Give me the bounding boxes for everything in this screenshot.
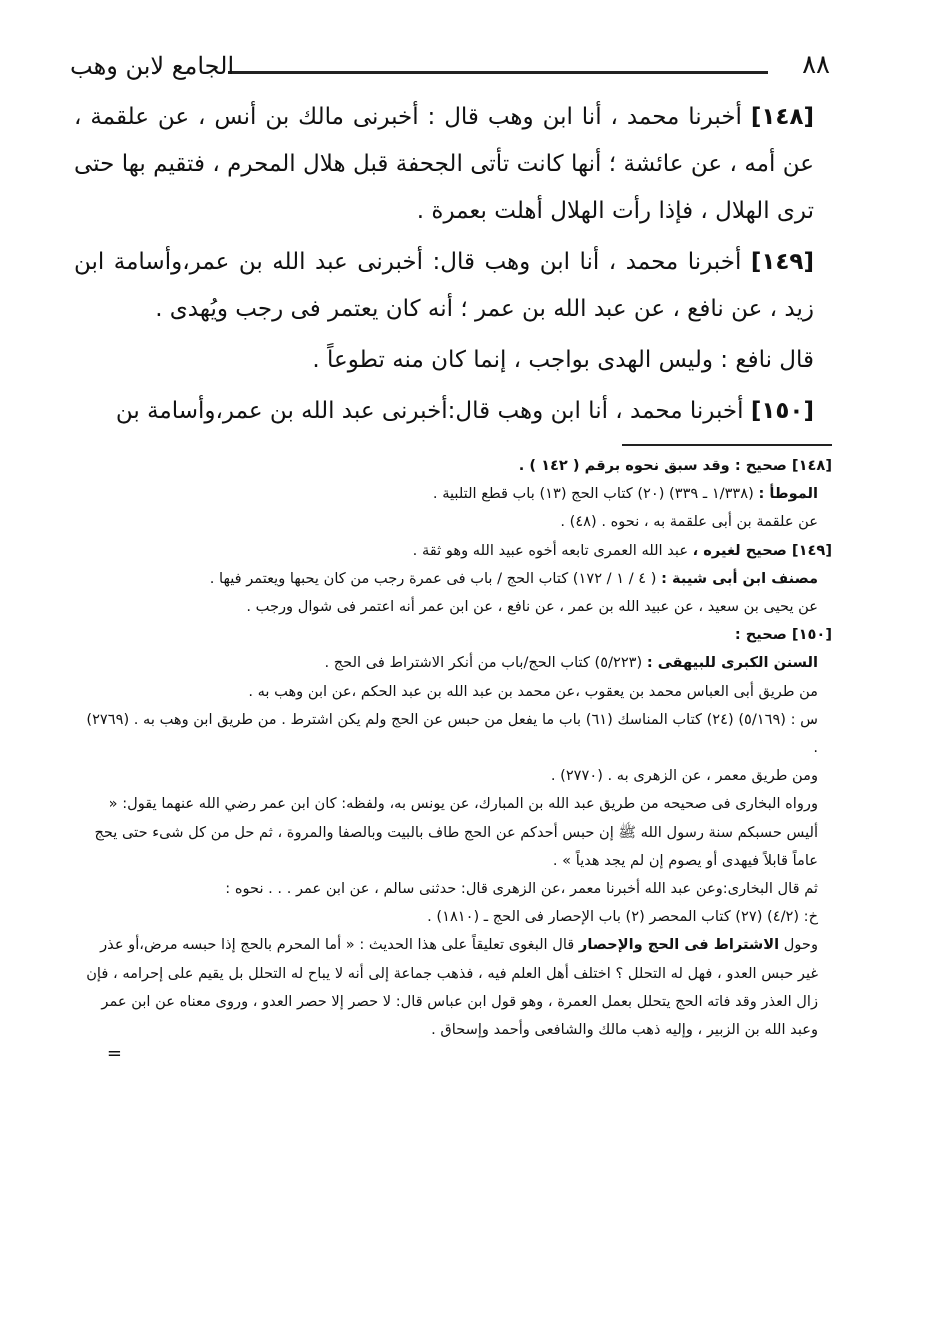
grade-comment: عبد الله العمرى تابعه أخوه عبيد الله وهو ثقة . bbox=[412, 541, 693, 559]
hadith-text: أخبرنا محمد ، أنا ابن وهب قال:أخبرنى عبد الله بن عمر،وأسامة بن bbox=[115, 398, 744, 424]
source-ref: (٥/٢٢٣) كتاب الحج/باب من أنكر الاشتراط فى الحج . bbox=[324, 654, 647, 672]
main-text bbox=[74, 94, 814, 442]
footnote-rule bbox=[622, 444, 832, 446]
hadith-150 bbox=[74, 388, 814, 435]
note-150-heading: [١٥٠] صحيح : bbox=[734, 626, 832, 644]
page-number: ٨٨ bbox=[802, 50, 830, 80]
source-ref: (١/٣٣٨ ـ ٣٣٩) (٢٠) كتاب الحج (١٣) باب قطع التلبية . bbox=[432, 485, 759, 503]
note-150-chain: من طريق أبى العباس محمد بن يعقوب ،عن محمد بن عبد الله بن عبد الحكم ،عن ابن وهب به . bbox=[248, 682, 818, 700]
hadith-number: [١٥٠] bbox=[750, 398, 814, 424]
baghawi-quote: قال البغوى تعليقاً على هذا الحديث : « أما المحرم بالحج إذا حبسه مرض،أو عذر غير حبس العدو ، فهل له التحلل ؟ اختلف أهل العلم فيه ، فذهب جماعة إلى أنه لا يباح له التحلل بل يقيم على إحرامه ، فإن زال العذر وقد فاته الحج يتحلل بعمل العمرة ، وهو قول ابن عباس قال: لا حصر إلا حصر العدو ، وروى معناه عن ابن عمر وعبد الله بن الزبير ، وإليه ذهب مالك والشافعى وأحمد وإسحاق . bbox=[86, 936, 818, 1039]
note-148-source bbox=[86, 480, 832, 508]
note-149-source bbox=[86, 565, 832, 593]
note-150-bukhari: ورواه البخارى فى صحيحه من طريق عبد الله بن المبارك، عن يونس به، ولفظه: كان ابن عمر رضي الله عنهما يقول: « أليس حسبكم سنة رسول الله ﷺ إن حبس أحدكم عن الحج طاف بالبيت وبالصفا والمروة ، ثم حل من كل شىء حتى يحج عاماً قابلاً فيهدى أو يصوم إن لم يجد هدياً » . bbox=[94, 795, 818, 869]
source-label: مصنف ابن أبى شيبة : bbox=[661, 569, 818, 587]
baghawi-topic: الاشتراط فى الحج والإحصار bbox=[578, 936, 780, 954]
footnotes bbox=[86, 452, 832, 1322]
hadith-text: أخبرنا محمد ، أنا ابن وهب قال : أخبرنى مالك بن أنس ، عن علقمة ، عن أمه ، عن عائشة ؛ أنها كانت تأتى الجحفة قبل هلال المحرم ، فتقيم بها حتى ترى الهلال ، فإذا رأت الهلال أهلت بعمرة . bbox=[74, 104, 814, 224]
source-label: الموطأ : bbox=[758, 485, 818, 503]
note-150-bukhari-2: ثم قال البخارى:وعن عبد الله أخبرنا معمر ،عن الزهرى قال: حدثنى سالم ، عن ابن عمر . . . نحوه : bbox=[225, 880, 818, 898]
running-title: الجامع لابن وهب bbox=[70, 52, 235, 80]
note-150-kh: خ: (٤/٢) (٢٧) كتاب المحصر (٢) باب الإحصار فى الحج ـ (١٨١٠) . bbox=[427, 908, 818, 926]
note-150-nasai: س : (٥/١٦٩) (٢٤) كتاب المناسك (٦١) باب ما يفعل من حبس عن الحج ولم يكن اشترط . من طريق ابن وهب به . (٢٧٦٩) . bbox=[86, 710, 818, 757]
hadith-number: [١٤٩] bbox=[750, 249, 814, 275]
grade-label: [١٤٩] صحيح لغيره ، bbox=[692, 541, 832, 559]
hadith-148 bbox=[74, 94, 814, 235]
source-label: السنن الكبرى للبيهقى : bbox=[646, 654, 818, 672]
hadith-text: أخبرنا محمد ، أنا ابن وهب قال: أخبرنى عبد الله بن عمر،وأسامة ابن زيد ، عن نافع ، عن عبد الله بن عمر ؛ أنه كان يعتمر فى رجب ويُهدى . bbox=[74, 249, 814, 322]
note-150-source bbox=[86, 649, 832, 677]
page-header bbox=[70, 50, 830, 94]
note-148-detail: عن علقمة بن أبى علقمة به ، نحوه . (٤٨) . bbox=[560, 513, 818, 531]
hadith-149 bbox=[74, 239, 814, 333]
hadith-number: [١٤٨] bbox=[750, 104, 814, 130]
header-rule bbox=[228, 71, 768, 74]
nafi-comment: قال نافع : وليس الهدى بواجب ، إنما كان منه تطوعاً . bbox=[312, 347, 814, 373]
source-ref: ( ٤ / ١ / ١٧٢) كتاب الحج / باب فى عمرة رجب من كان يحبها ويعتمر فيها . bbox=[209, 569, 662, 587]
note-149-heading bbox=[86, 537, 832, 565]
continuation-mark: = bbox=[106, 1043, 122, 1065]
note-149-detail: عن يحيى بن سعيد ، عن عبيد الله بن عمر ، عن نافع ، عن ابن عمر أنه اعتمر فى شوال ورجب . bbox=[246, 598, 818, 616]
note-150-mamar: ومن طريق معمر ، عن الزهرى به . (٢٧٧٠) . bbox=[550, 767, 818, 785]
note-150-baghawi bbox=[86, 931, 832, 1044]
baghawi-intro: وحول bbox=[779, 936, 818, 954]
note-148-heading: [١٤٨] صحيح : وقد سبق نحوه برقم ( ١٤٢ ) . bbox=[518, 457, 832, 474]
